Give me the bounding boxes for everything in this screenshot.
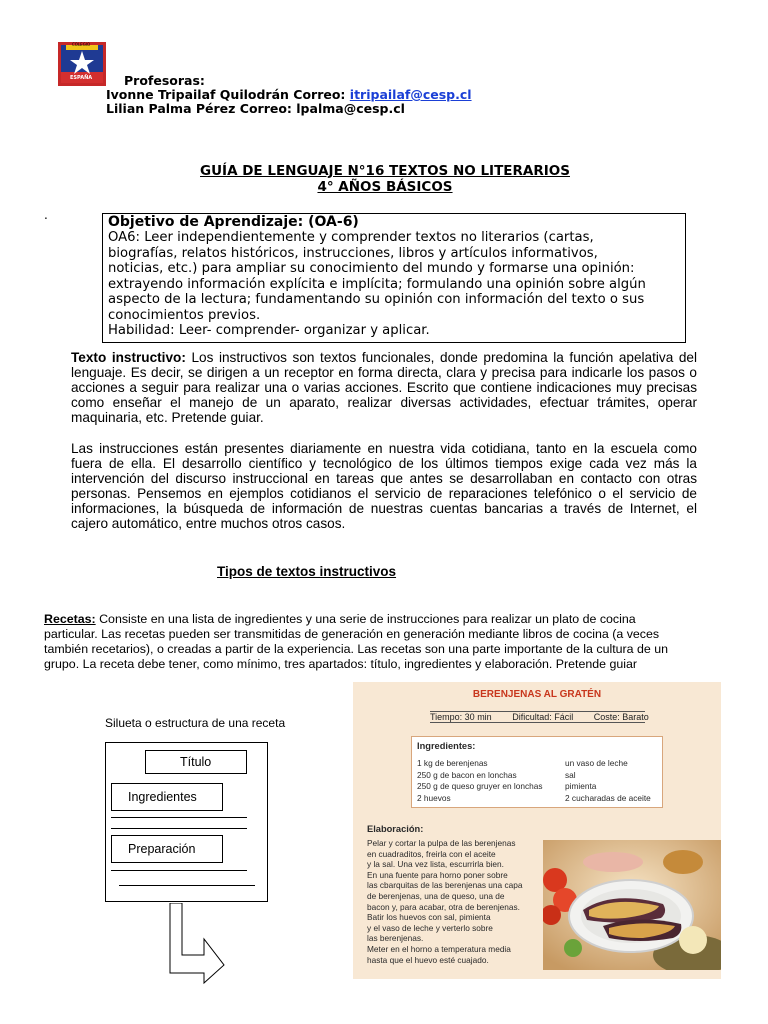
objective-line: aspecto de la lectura; fundamentando su opinión con información del texto o sus [108,292,645,307]
recipe-time: Tiempo: 30 min [430,712,492,722]
recetas-line: también recetarios), o creadas a partir de la experiencia. Las recetas son una parte importante de la cultura de un [44,642,669,656]
instructive-text-lead: Texto instructivo: [71,350,186,365]
elaboration-line: bacon y, para acabar, otra de berenjenas. [367,901,520,912]
elaboration-line: En una fuente para horno poner sobre [367,869,508,880]
guide-title [100,163,670,195]
ingredient-item: sal [565,769,576,780]
recetas-lead: Recetas: [44,612,96,626]
ingredient-item: 250 g de queso gruyer en lonchas [417,781,543,791]
recipe-title: BERENJENAS AL GRATÉN [472,689,602,700]
instructive-text-paragraph [71,350,697,425]
ingredient-item: 250 g de bacon en lonchas [417,769,517,780]
ingredient-item: pimienta [565,781,597,791]
silhouette-line [119,885,255,886]
guide-title-line2: 4° AÑOS BÁSICOS [317,179,453,195]
recipe-difficulty: Dificultad: Fácil [512,712,574,722]
silhouette-line [111,828,247,829]
arrow-icon [168,903,228,985]
elaboration-line: hasta que el huevo esté cuajado. [367,954,489,965]
silhouette-preparation-label: Preparación [128,842,196,856]
elaboration-line: y el vaso de leche y verterlo sobre [367,922,493,933]
elaboration-line: Meter en el horno a temperatura media [367,943,511,954]
recetas-line: Consiste en una lista de ingredientes y una serie de instrucciones para realizar un plato de cocina [95,612,636,626]
teacher1-line [106,87,472,102]
objective-line: biografías, relatos históricos, instrucciones, libros y artículos informativos, [108,245,598,261]
recipe-elaboration-heading: Elaboración: [367,824,424,834]
ingredient-item: 1 kg de berenjenas [417,758,488,768]
teacher1-email-link[interactable]: itripailaf@cesp.cl [349,87,472,102]
objective-heading: Objetivo de Aprendizaje: (OA-6) [108,214,359,230]
silhouette-ingredients-label: Ingredientes [128,790,197,804]
silhouette-line [111,817,247,818]
elaboration-line: las cbarquitas de las berenjenas una capa [367,880,523,891]
recipe-ingredients-heading: Ingredientes: [417,741,476,751]
elaboration-line: Batir los huevos con sal, pimienta [367,912,491,923]
silhouette-preparation-box [111,835,223,863]
instructive-text-body: Los instructivos son textos funcionales, donde predomina la función apelativa del lenguaje. Es decir, se dirigen a un receptor en forma directa, clara y precisa para indicarle los pasos o acciones a seguir para realizar una o varias acciones. Escrito que contiene indicaciones muy precisas como enseñar el manejo de un aparato, realizar diversas actividades, efectuar trámites, operar maquinaria, etc. Pretende guiar. [71,350,697,425]
recipe-ingredients-right [565,758,651,804]
school-logo [58,42,106,86]
teacher2-line: Lilian Palma Pérez Correo: lpalma@cesp.cl [106,101,405,116]
recipe-elaboration-text [367,838,542,965]
recetas-line: particular. Las recetas pueden ser transmitidas de generación en generación mediante libros de cocina (a veces [44,627,660,641]
silhouette-caption: Silueta o estructura de una receta [105,716,286,730]
eggplant-dish-photo [543,840,721,970]
section-heading: Tipos de textos instructivos [217,564,397,579]
ingredient-item: un vaso de leche [565,758,628,768]
objective-box [102,213,686,343]
objective-line: noticias, etc.) para ampliar su conocimiento del mundo y formarse una opinión: [108,261,635,276]
elaboration-line: en cuadraditos, freirla con el aceite [367,848,496,859]
elaboration-line: las berenjenas. [367,933,424,944]
objective-line: OA6: Leer independientemente y comprender textos no literarios (cartas, [108,230,594,245]
silhouette-title-label: Título [180,755,212,769]
guide-title-line1: GUÍA DE LENGUAJE N°16 TEXTOS NO LITERARIOS [200,163,570,179]
ingredient-item: 2 huevos [417,792,451,803]
objective-line: conocimientos previos. [108,307,261,323]
elaboration-line: y la sal. Una vez lista, escurrirla bien. [367,859,504,870]
logo-text-top: COLEGIO [72,42,91,47]
recipe-ingredients-left [417,758,542,804]
teacher1-name: Ivonne Tripailaf Quilodrán Correo: [106,87,346,102]
logo-text-bottom: ESPAÑA [70,75,93,81]
objective-line: extrayendo información explícita e implícita; formulando una opinión sobre algún [108,276,646,292]
elaboration-line: Pelar y cortar la pulpa de las berenjenas [367,838,516,848]
ingredient-item: 2 cucharadas de aceite [565,792,651,803]
silhouette-ingredients-box [111,783,223,811]
instructions-paragraph: Las instrucciones están presentes diariamente en nuestra vida cotidiana, tanto en la escuela como fuera de ella. El desarrollo científico y tecnológico de los últimos tiempos exige cada vez más la intervención del discurso instruccional en tareas que antes se desarrollaban en contacto con otras personas. Pensemos en ejemplos cotidianos el servicio de reparaciones telefónico o el servicio de informaciones, la búsqueda de información de nuestras cuentas bancarias a través de Internet, el cajero automático, entre muchos otros casos. [71,441,697,531]
teachers-label: Profesoras: [124,73,205,88]
objective-line: Habilidad: Leer- comprender- organizar y aplicar. [108,323,430,338]
recetas-paragraph [44,612,744,672]
recipe-meta [430,711,649,723]
recipe-cost: Coste: Barato [593,712,649,722]
silhouette-line [111,870,247,871]
bullet-mark: . [44,208,48,222]
recetas-line: grupo. La receta debe tener, como mínimo, tres apartados: título, ingredientes y elaboración. Pretende guiar [44,657,638,671]
elaboration-line: de berenjenas, una de queso, una de [367,890,505,901]
silhouette-title-box [145,750,247,774]
